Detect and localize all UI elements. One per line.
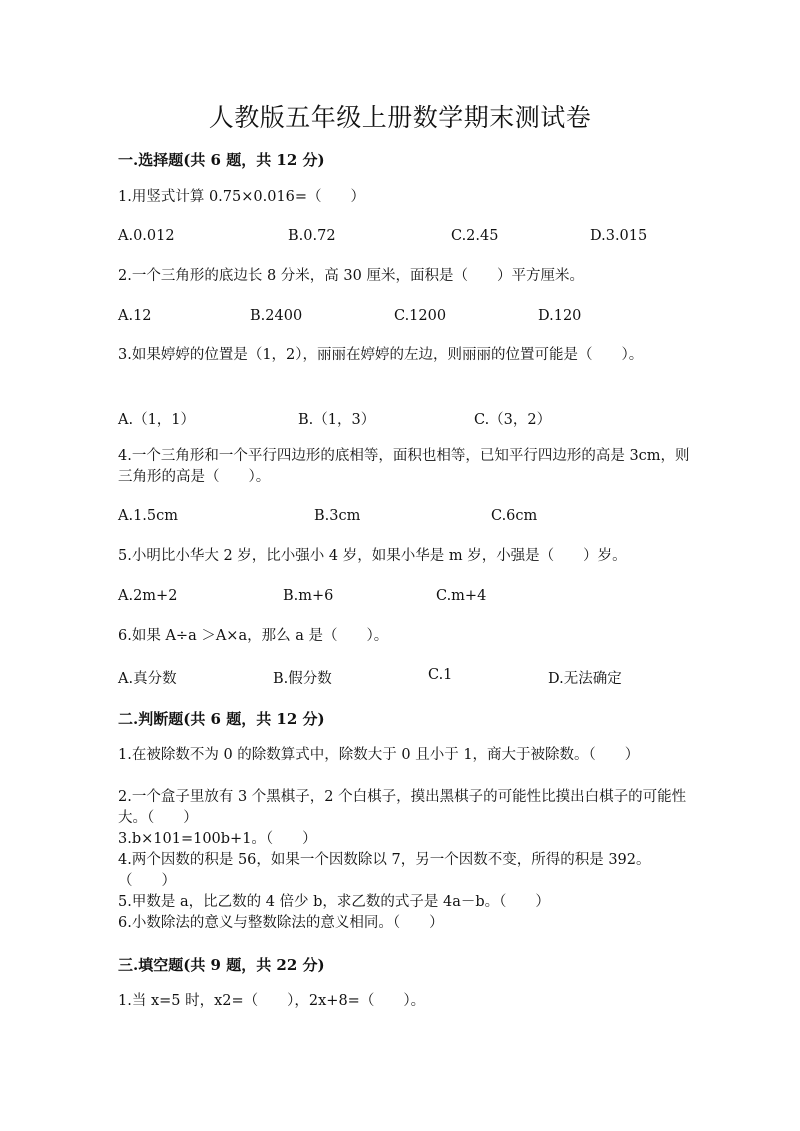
- section-heading-choice: 一.选择题(共 6 题，共 12 分): [118, 151, 325, 169]
- option-a: A.真分数: [118, 671, 177, 687]
- option-b: B.（1，3）: [298, 412, 376, 428]
- section-heading-fill-blank: 三.填空题(共 9 题，共 22 分): [118, 956, 325, 974]
- question-6: 6.如果 A÷a ＞A×a，那么 a 是（ ）。: [118, 628, 389, 644]
- options-q5: [118, 588, 690, 608]
- judgement-item-3: 3.b×101=100b+1。（ ）: [118, 831, 317, 847]
- option-a: A.2m+2: [118, 588, 178, 604]
- option-a: A.（1，1）: [118, 412, 196, 428]
- question-4: 4.一个三角形和一个平行四边形的底相等，面积也相等，已知平行四边形的高是 3cm，则三角形的高是（ ）。: [118, 448, 690, 485]
- option-c: C.1200: [394, 308, 447, 324]
- option-a: A.0.012: [118, 228, 175, 244]
- judgement-item-2: 2.一个盒子里放有 3 个黑棋子，2 个白棋子，摸出黑棋子的可能性比摸出白棋子的可能性大。（ ）: [118, 789, 687, 826]
- judgement-item-1: 1.在被除数不为 0 的除数算式中，除数大于 0 且小于 1，商大于被除数。（ ）: [118, 747, 640, 763]
- option-b: B.m+6: [283, 588, 334, 604]
- option-d: D.无法确定: [548, 671, 622, 687]
- option-c: C.（3，2）: [474, 412, 552, 428]
- option-c: C.2.45: [451, 228, 499, 244]
- option-a: A.1.5cm: [118, 508, 179, 524]
- judgement-item-6: 6.小数除法的意义与整数除法的意义相同。（ ）: [118, 915, 444, 931]
- options-q4: [118, 508, 690, 528]
- option-d: D.120: [538, 308, 582, 324]
- question-1: 1.用竖式计算 0.75×0.016=（ ）: [118, 189, 366, 205]
- option-c: C.m+4: [436, 588, 487, 604]
- fill-blank-item-1: 1.当 x=5 时，x2=（ ），2x+8=（ ）。: [118, 993, 426, 1009]
- question-3: 3.如果婷婷的位置是（1，2），丽丽在婷婷的左边，则丽丽的位置可能是（ ）。: [118, 347, 644, 363]
- option-b: B.3cm: [314, 508, 361, 524]
- question-2: 2.一个三角形的底边长 8 分米，高 30 厘米，面积是（ ）平方厘米。: [118, 268, 584, 284]
- section-heading-judgement: 二.判断题(共 6 题，共 12 分): [118, 710, 325, 728]
- options-q2: [118, 308, 690, 328]
- options-q6: [118, 667, 690, 687]
- question-5: 5.小明比小华大 2 岁，比小强小 4 岁，如果小华是 m 岁，小强是（ ）岁。: [118, 548, 627, 564]
- judgement-item-5: 5.甲数是 a，比乙数的 4 倍少 b，求乙数的式子是 4a－b。（ ）: [118, 894, 550, 910]
- option-c: C.1: [428, 667, 453, 683]
- options-q1: [118, 228, 690, 248]
- judgement-item-4: 4.两个因数的积是 56，如果一个因数除以 7，另一个因数不变，所得的积是 392。（ ）: [118, 852, 651, 889]
- page-title: 人教版五年级上册数学期末测试卷: [208, 103, 592, 132]
- option-b: B.2400: [250, 308, 303, 324]
- option-d: D.3.015: [590, 228, 648, 244]
- option-a: A.12: [118, 308, 152, 324]
- options-q3: [118, 408, 690, 428]
- option-c: C.6cm: [491, 508, 538, 524]
- option-b: B.假分数: [273, 671, 332, 687]
- option-b: B.0.72: [288, 228, 336, 244]
